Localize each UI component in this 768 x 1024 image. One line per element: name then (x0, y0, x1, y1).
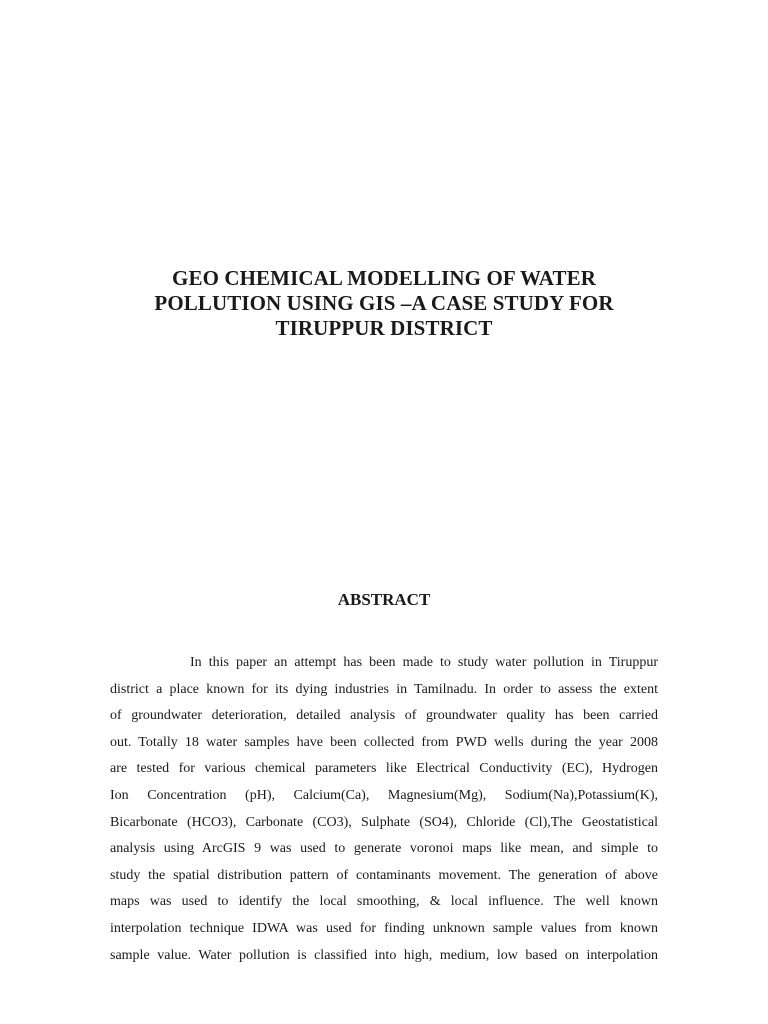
abstract-line: sample value. Water pollution is classified into high, medium, low based on interpolation (110, 947, 658, 963)
abstract-line: Bicarbonate (HCO3), Carbonate (CO3), Sulphate (SO4), Chloride (Cl),The Geostatistical (110, 814, 658, 830)
paper-title-line: POLLUTION USING GIS –A CASE STUDY FOR (154, 291, 614, 315)
abstract-line: out. Totally 18 water samples have been collected from PWD wells during the year 2008 (110, 734, 658, 750)
abstract-line: interpolation technique IDWA was used for finding unknown sample values from known (110, 920, 658, 936)
abstract-line: district a place known for its dying industries in Tamilnadu. In order to assess the extent (110, 681, 658, 697)
abstract-line: maps was used to identify the local smoothing, & local influence. The well known (110, 894, 658, 910)
abstract-body (110, 650, 658, 969)
abstract-line: analysis using ArcGIS 9 was used to generate voronoi maps like mean, and simple to (110, 841, 658, 857)
paper-title-line: GEO CHEMICAL MODELLING OF WATER (172, 266, 596, 290)
abstract-heading: ABSTRACT (337, 590, 431, 609)
abstract-line: study the spatial distribution pattern of contaminants movement. The generation of above (110, 867, 658, 883)
paper-title-line: TIRUPPUR DISTRICT (275, 316, 493, 340)
abstract-line: Ion Concentration (pH), Calcium(Ca), Magnesium(Mg), Sodium(Na),Potassium(K), (110, 787, 658, 803)
abstract-line: of groundwater deterioration, detailed analysis of groundwater quality has been carried (110, 708, 658, 724)
paper-title (0, 266, 768, 341)
abstract-line: In this paper an attempt has been made to study water pollution in Tiruppur (190, 655, 658, 670)
abstract-line: are tested for various chemical parameters like Electrical Conductivity (EC), Hydrogen (110, 761, 658, 777)
